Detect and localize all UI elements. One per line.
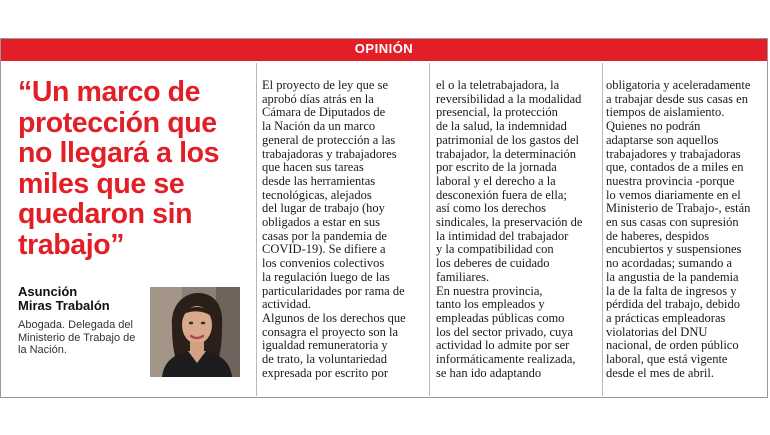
author-photo — [150, 287, 240, 377]
column-divider — [602, 63, 603, 396]
article-column-3 — [606, 79, 766, 395]
column-text: el o la teletrabajadora, la reversibilidad a la modalidad presencial, la protección de la salud, la indemnidad patrimonial de los gastos del trabajador, la determinación por escrito de la jornada laboral y el derecho a la desconexión fuera de ella; así como los derechos sindicales, la preservación de la intimidad del trabajador y la compatibilidad con los deberes de cuidado familiares. En nuestra provincia, tanto los empleados y empleadas públicas como los del sector privado, cuya actividad lo admite por ser informáticamente realizada, se han ido adaptando — [436, 78, 583, 380]
article-column-2 — [436, 79, 600, 395]
author-name: Asunción Miras Trabalón — [18, 284, 110, 313]
headline-panel — [2, 63, 254, 396]
article-headline: “Un marco de protección que no llegará a los miles que se quedaron sin trabajo” — [18, 76, 220, 261]
section-label: OPINIÓN — [354, 41, 414, 56]
column-text: El proyecto de ley que se aprobó días atrás en la Cámara de Diputados de la Nación da un marco general de protección a las trabajadoras y trabajadores que hacen sus tareas desde las herramientas tecnológicas, alejados del lugar de trabajo (hoy obligados a estar en sus casas por la pandemia de COVID-19). Se difiere a los convenios colectivos la regulación luego de las particularidades por rama de actividad. Algunos de los derechos que consagra el proyecto son la igualdad remuneratoria y de trato, la voluntariedad expresada por escrito por — [262, 78, 406, 380]
author-role: Abogada. Delegada del Ministerio de Trabajo de la Nación. — [18, 319, 136, 356]
author-portrait-icon — [150, 287, 240, 377]
column-divider — [429, 63, 430, 396]
column-text: obligatoria y aceleradamente a trabajar desde sus casas en tiempos de aislamiento. Quienes no podrán adaptarse son aquellos trabajadores y trabajadoras que, contados de a miles en nuestra provincia -porque lo vemos diariamente en el Ministerio de Trabajo-, están en sus casas con supresión de haberes, despidos encubiertos y suspensiones no acordadas; sumando a la angustia de la pandemia la de la falta de ingresos y pérdida del trabajo, debido a prácticas empleadoras violatorias del DNU nacional, de orden público laboral, que está vigente desde el mes de abril. — [606, 78, 751, 380]
section-banner — [1, 39, 767, 61]
column-divider — [256, 63, 257, 396]
article-column-1 — [262, 79, 424, 395]
